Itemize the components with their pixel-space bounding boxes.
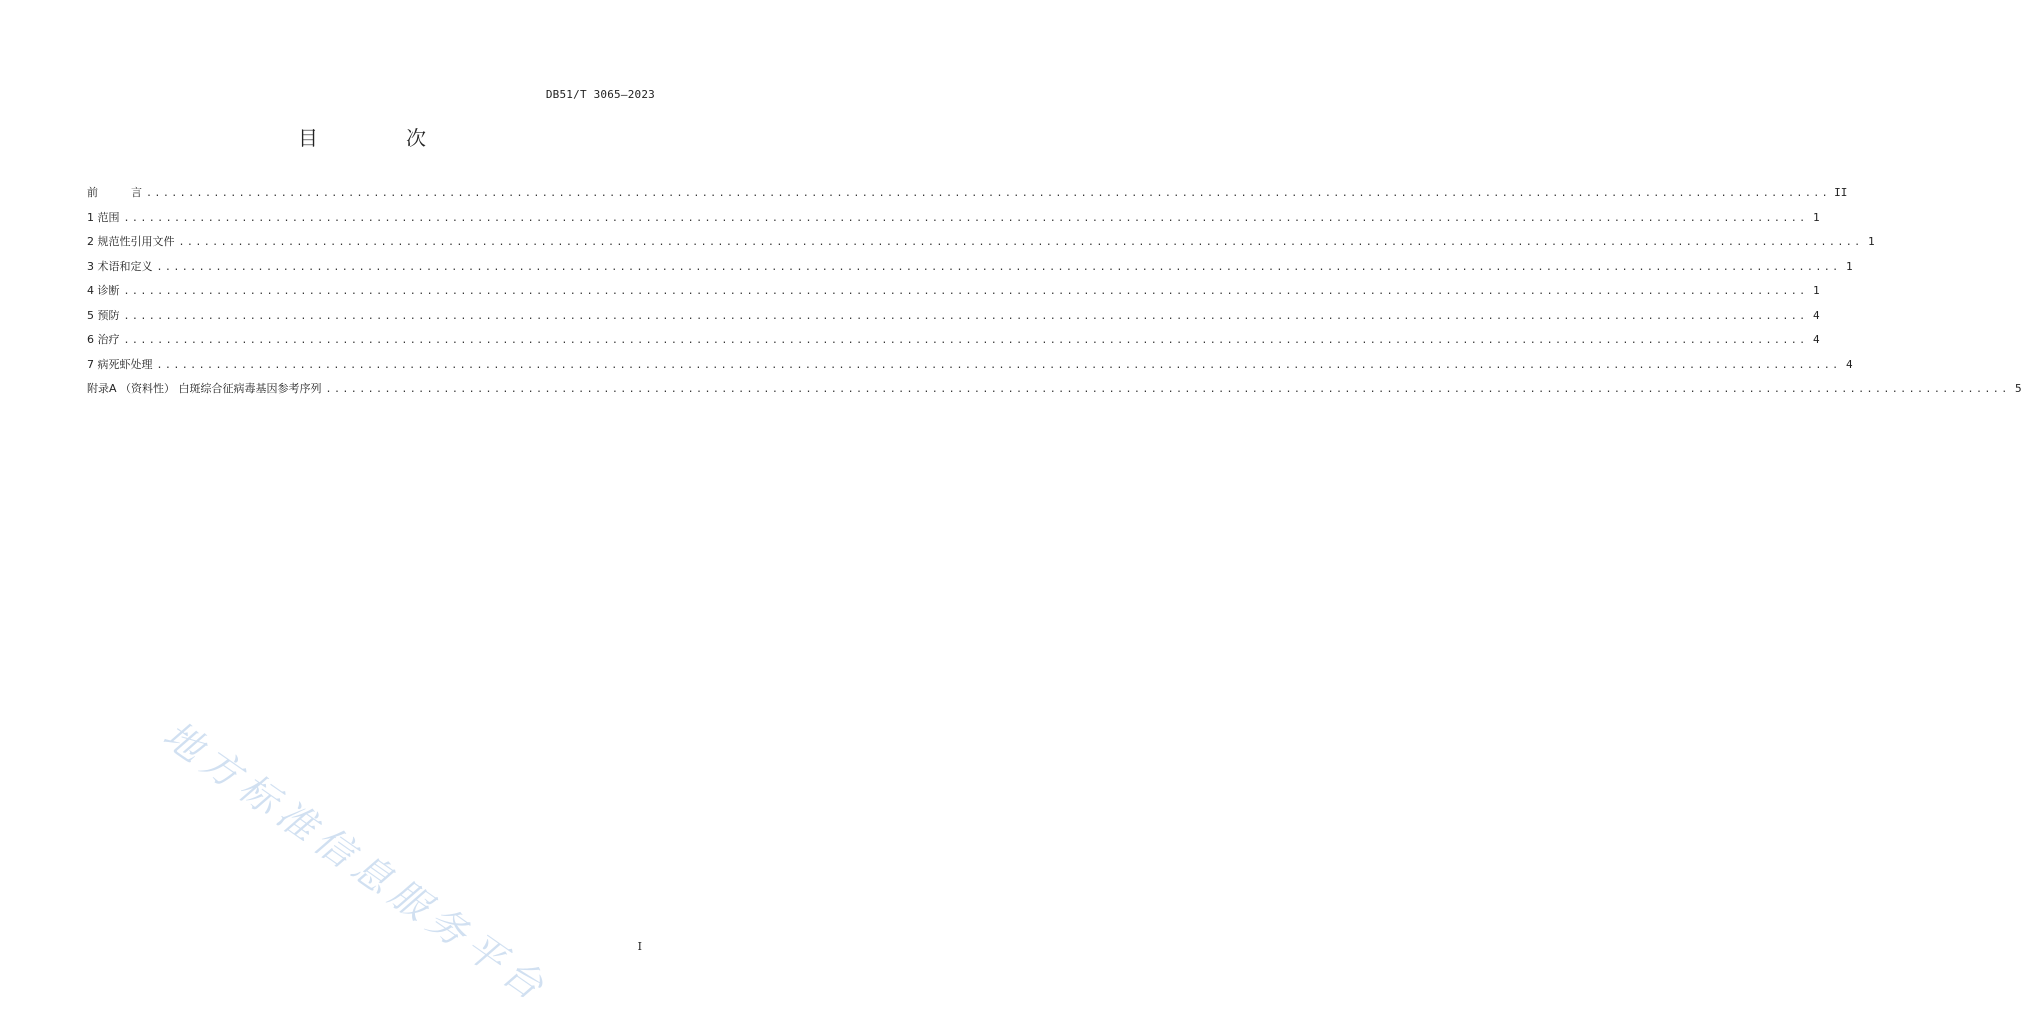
toc-entry-page: 1 <box>1812 284 1820 297</box>
toc-entry-label: 2 规范性引用文件 <box>87 235 175 248</box>
toc-entry-foreword[interactable] <box>87 186 1848 211</box>
toc-leader-dots: ........................................................................................................................................................................................................ <box>123 286 1808 297</box>
toc-entry-prevention[interactable] <box>87 308 1820 334</box>
toc-entry-label: 5 预防 <box>87 308 120 322</box>
page-number: I <box>637 940 642 953</box>
document-code: DB51/T 3065—2023 <box>545 88 655 101</box>
toc-entry-page: 1 <box>1867 235 1875 248</box>
toc-leader-dots: ........................................................................................................................................................................................................ <box>156 261 1841 273</box>
toc-entry-label: 前 言 <box>87 186 142 199</box>
toc-entry-scope[interactable] <box>87 210 1820 236</box>
toc-entry-terms[interactable] <box>87 259 1853 285</box>
toc-entry-page: 4 <box>1812 333 1820 346</box>
toc-leader-dots: ........................................................................................................................................................................................................ <box>146 188 1831 199</box>
toc-entry-label: 4 诊断 <box>87 284 120 297</box>
toc-entry-page: 4 <box>1845 357 1853 371</box>
toc-entry-dead-shrimp-disposal[interactable] <box>87 357 1853 383</box>
toc-leader-dots: ........................................................................................................................................................................................................ <box>178 237 1863 248</box>
toc-entry-page: 5 <box>2015 382 2022 395</box>
watermark: 地方标准信息服务平台 <box>155 712 558 1013</box>
toc-entry-label: 7 病死虾处理 <box>87 357 153 371</box>
toc-leader-dots: ........................................................................................................................................................................................................ <box>123 310 1808 322</box>
toc-leader-dots: ........................................................................................................................................................................................................ <box>123 335 1808 346</box>
toc-entry-label: 附录A （资料性） 白斑综合征病毒基因参考序列 <box>87 382 322 395</box>
toc-entry-label: 1 范围 <box>87 210 120 224</box>
toc-entry-diagnosis[interactable] <box>87 284 1820 309</box>
table-of-contents <box>87 186 2022 407</box>
toc-entry-label: 3 术语和定义 <box>87 259 153 273</box>
toc-entry-label: 6 治疗 <box>87 333 120 346</box>
toc-entry-normative-references[interactable] <box>87 235 1875 260</box>
page-title: 目 次 <box>298 126 460 150</box>
toc-leader-dots: ........................................................................................................................................................................................................ <box>123 212 1808 224</box>
toc-entry-appendix-a[interactable] <box>87 382 2022 407</box>
toc-entry-page: 4 <box>1812 308 1820 322</box>
toc-entry-page: II <box>1834 186 1848 199</box>
toc-leader-dots: ........................................................................................................................................................................................................ <box>156 359 1841 371</box>
toc-entry-page: 1 <box>1845 259 1853 273</box>
toc-entry-page: 1 <box>1812 210 1820 224</box>
toc-leader-dots: ........................................................................................................................................................................................................ <box>325 384 2010 395</box>
toc-entry-treatment[interactable] <box>87 333 1820 358</box>
